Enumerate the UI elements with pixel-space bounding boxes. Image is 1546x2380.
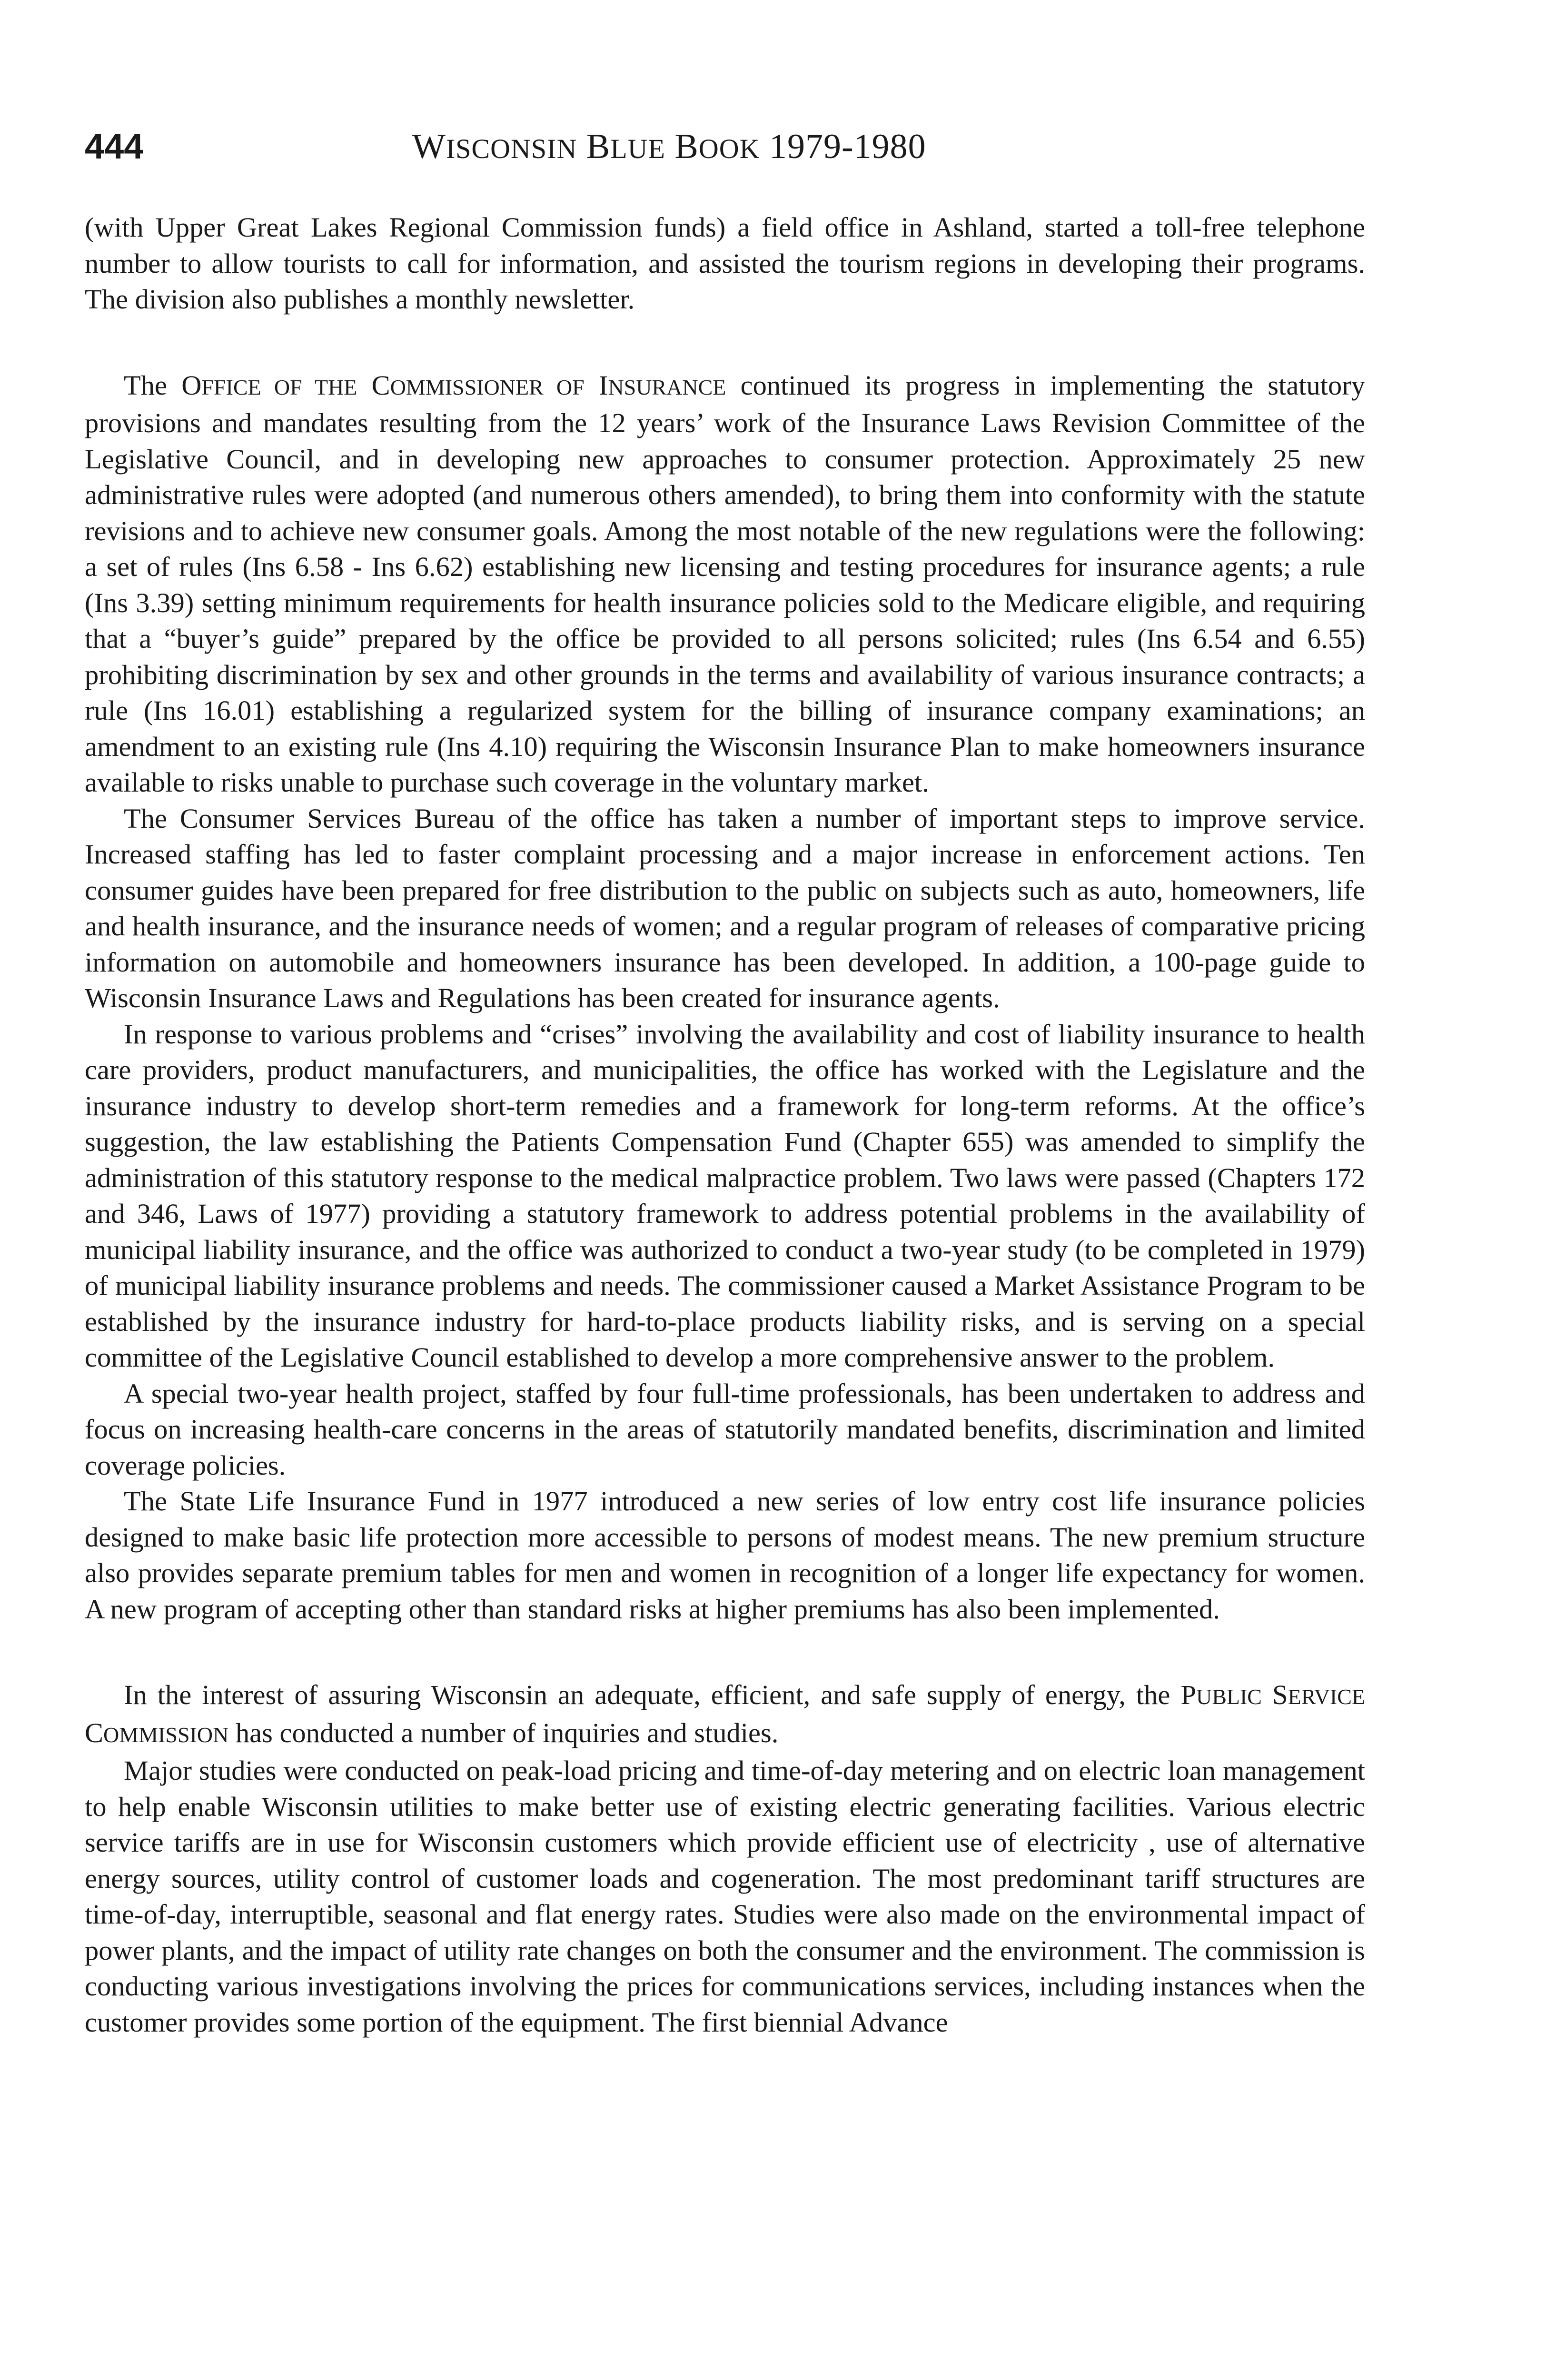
section-divider-space-2 (85, 1627, 1365, 1677)
liability-insurance-paragraph: In response to various problems and “crises” involving the availability and cost of liability insurance to health care providers, product manufacturers, and municipalities, the office has worked with the Legislature and the insurance industry to develop short-term remedies and a framework for long-term reforms. At the office’s suggestion, the law establishing the Patients Compensation Fund (Chapter 655) was amended to simplify the administration of this statutory response to the medical malpractice problem. Two laws were passed (Chapters 172 and 346, Laws of 1977) providing a statutory framework to address potential problems in the availability of municipal liability insurance, and the office was authorized to conduct a two-year study (to be completed in 1979) of municipal liability insurance problems and needs. The commissioner caused a Market Assistance Program to be established by the insurance industry for hard-to-place products liability risks, and is serving on a special committee of the Legislative Council established to develop a more comprehensive answer to the problem. (85, 1018, 1365, 1373)
psc-heading-p: P (1180, 1679, 1196, 1710)
insurance-heading-c: C (371, 369, 390, 401)
page-header (85, 123, 1370, 170)
psc-heading-c: C (85, 1717, 104, 1748)
consumer-services-paragraph: The Consumer Services Bureau of the office has taken a number of important steps to improve service. Increased staffing has led to faster complaint processing and a major increase in enforcement actions. Ten consumer guides have been prepared for free distribution to the public on subjects such as auto, homeowners, life and health insurance, and the insurance needs of women; and a regular program of releases of comparative pricing information on automobile and homeowners insurance has been developed. In addition, a 100-page guide to Wisconsin Insurance Laws and Regulations has been created for insurance agents. (85, 803, 1365, 1013)
health-project-paragraph: A special two-year health project, staffed by four full-time professionals, has been undertaken to address and focus on increasing health-care concerns in the areas of statutorily mandated benefits, discrimination and limited coverage policies. (85, 1378, 1365, 1481)
insurance-heading-i: I (598, 369, 608, 401)
insurance-heading-ommissioner: OMMISSIONER OF (390, 375, 585, 399)
running-head (412, 123, 926, 173)
psc-heading-ommission: OMMISSION (103, 1722, 229, 1747)
tourism-continuation-paragraph: (with Upper Great Lakes Regional Commission funds) a field office in Ashland, started a toll-free telephone number to allow tourists to call for information, and assisted the tourism regions in developing their programs. The division also publishes a monthly newsletter. (85, 212, 1365, 315)
running-head-word-2-initial: B (586, 127, 611, 166)
state-life-insurance-fund-paragraph: The State Life Insurance Fund in 1977 introduced a new series of low entry cost life insurance policies designed to make basic life protection more accessible to persons of modest means. The new premium structure also provides separate premium tables for men and women in recognition of a longer life expectancy for women. A new program of accepting other than standard risks at higher premiums has also been implemented. (85, 1486, 1365, 1625)
psc-heading-ervice: ERVICE (1288, 1685, 1366, 1709)
running-head-word-3-rest: OOK (698, 133, 760, 164)
psc-heading-s: S (1272, 1679, 1288, 1710)
psc-heading-ublic: UBLIC (1196, 1685, 1262, 1709)
psc-intro-lead: In the interest of assuring Wisconsin an adequate, efficient, and safe supply of energy, the (124, 1679, 1170, 1710)
office-of-the-commissioner-of-insurance-heading (181, 370, 726, 401)
running-head-years: 1979-1980 (769, 127, 926, 166)
insurance-intro-paragraph (85, 367, 1365, 801)
running-head-word-2-rest: LUE (610, 133, 665, 164)
section-divider-space (85, 317, 1365, 367)
insurance-intro-body: continued its progress in implementing the statutory provisions and mandates resulting from the 12 years’ work of the Insurance Laws Revision Committee of the Legislative Council, and in developing new approaches to consumer protection. Approximately 25 new administrative rules were adopted (and numerous others amended), to bring them into conformity with the statute revisions and to achieve new consumer goals. Among the most notable of the new regulations were the following: a set of rules (Ins 6.58 - Ins 6.62) establishing new licensing and testing procedures for insurance agents; a rule (Ins 3.39) setting minimum requirements for health insurance policies sold to the Medicare eligible, and requiring that a “buyer’s guide” prepared by the office be provided to all persons solicited; rules (Ins 6.54 and 6.55) prohibiting discrimination by sex and other grounds in the terms and availability of various insurance contracts; a rule (Ins 16.01) establishing a regularized system for the billing of insurance company examinations; an amendment to an existing rule (Ins 4.10) requiring the Wisconsin Insurance Plan to make homeowners insurance available to risks unable to purchase such coverage in the voluntary market. (85, 369, 1366, 798)
insurance-heading-nsurance: NSURANCE (608, 375, 726, 399)
running-head-word-3-initial: B (674, 127, 699, 166)
running-head-word-1-rest: ISCONSIN (446, 133, 577, 164)
insurance-heading-ffice: FFICE OF THE (201, 375, 357, 399)
page-number: 444 (85, 127, 144, 166)
insurance-heading-o: O (181, 369, 202, 401)
psc-studies-paragraph: Major studies were conducted on peak-load pricing and time-of-day metering and on electric loan management to help enable Wisconsin utilities to make better use of existing electric generating facilities. Various electric service tariffs are in use for Wisconsin customers which provide efficient use of electricity , use of alternative energy sources, utility control of customer loads and cogeneration. The most predominant tariff structures are time-of-day, interruptible, seasonal and flat energy rates. Studies were also made on the environmental impact of power plants, and the impact of utility rate changes on both the consumer and the environment. The commission is conducting various investigations involving the prices for communications services, including instances when the customer provides some portion of the equipment. The first biennial Advance (85, 1755, 1365, 2038)
running-head-word-1-initial: W (412, 127, 446, 166)
page-body (85, 209, 1365, 2040)
psc-intro-body: has conducted a number of inquiries and studies. (235, 1717, 779, 1748)
psc-intro-paragraph (85, 1677, 1365, 1753)
insurance-intro-lead: The (124, 369, 167, 401)
